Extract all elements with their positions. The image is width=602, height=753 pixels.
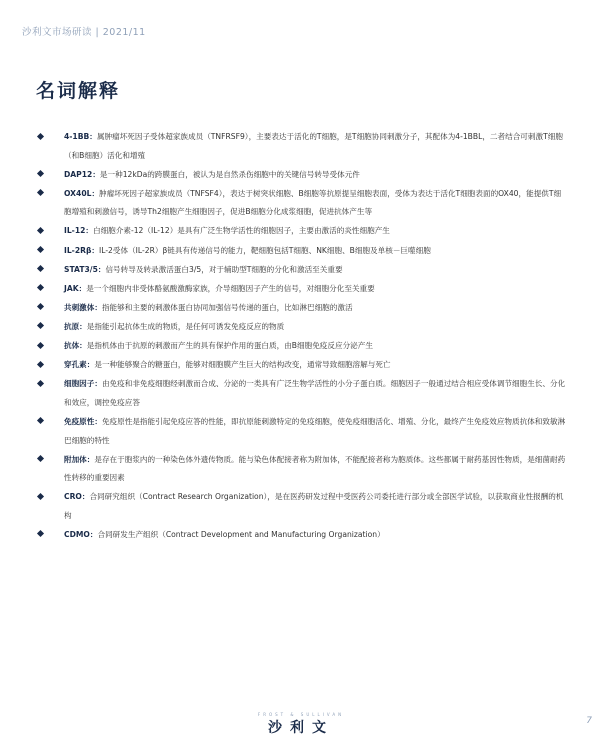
glossary-item-costimulator	[38, 299, 568, 318]
glossary-item-cdmo	[38, 526, 568, 545]
glossary-term: IL-12：	[64, 226, 93, 236]
glossary-item-perforin	[38, 356, 568, 375]
glossary-item-cro	[38, 488, 568, 525]
diamond-bullet-icon	[37, 455, 44, 462]
diamond-bullet-icon	[37, 380, 44, 387]
brand-logo	[0, 712, 602, 738]
glossary-item-cytokine	[38, 375, 568, 412]
page-number: 7	[586, 716, 592, 726]
diamond-bullet-icon	[37, 417, 44, 424]
diamond-bullet-icon	[37, 189, 44, 196]
diamond-bullet-icon	[37, 246, 44, 253]
glossary-term: 4-1BB：	[64, 132, 97, 141]
glossary-item-immunogenicity	[38, 413, 568, 450]
diamond-bullet-icon	[37, 265, 44, 272]
glossary-term: 抗体：	[64, 341, 87, 351]
glossary-term: 穿孔素：	[64, 360, 95, 370]
glossary-item-stat3-5	[38, 261, 568, 280]
glossary-term: 抗原：	[64, 321, 87, 331]
glossary-definition: IL-2受体（IL-2R）β链具有传递信号的能力，靶细胞包括T细胞、NK细胞、B细胞及单核－巨噬细胞	[98, 245, 431, 255]
glossary-term: OX40L：	[64, 188, 100, 198]
glossary-item-jak	[38, 280, 568, 299]
glossary-term: 附加体：	[64, 454, 95, 464]
glossary-item-il-2rb	[38, 242, 568, 261]
glossary-item-il-12	[38, 222, 568, 241]
brand-logo-chinese: 沙利文	[268, 720, 334, 736]
glossary-definition: 是一种12kDa的跨膜蛋白，被认为是自然杀伤细胞中的关键信号转导受体元件	[99, 169, 360, 179]
glossary-definition: 信号转导及转录激活蛋白3/5，对于辅助型T细胞的分化和激活至关重要	[105, 264, 343, 274]
report-header: 沙利文市场研读 | 2021/11	[22, 27, 146, 38]
glossary-item-ox40l	[38, 185, 568, 222]
glossary-item-4-1bb	[38, 128, 568, 165]
glossary-term: IL-2Rβ：	[64, 245, 99, 255]
diamond-bullet-icon	[37, 322, 44, 329]
glossary-term: JAK：	[64, 283, 87, 293]
glossary-term: 细胞因子：	[64, 379, 102, 389]
diamond-bullet-icon	[37, 493, 44, 500]
glossary-item-dap12	[38, 166, 568, 185]
page-title: 名词解释	[36, 80, 121, 102]
glossary-definition: 属肿瘤坏死因子受体超家族成员（TNFRSF9），主要表达于活化的T细胞，是T细胞协同刺激分子，其配体为4-1BBL，二者结合可刺激T细胞（和B细胞）活化和增殖	[64, 132, 563, 160]
glossary-item-episome	[38, 451, 568, 488]
glossary-definition: 免疫原性是指能引起免疫应答的性能，即抗原能刺激特定的免疫细胞，使免疫细胞活化、增殖、分化，最终产生免疫效应物质抗体和致敏淋巴细胞的特性	[64, 416, 566, 445]
diamond-bullet-icon	[37, 227, 44, 234]
glossary-term: 免疫原性：	[64, 416, 102, 426]
glossary-definition: 肿瘤坏死因子超家族成员（TNFSF4），表达于树突状细胞、B细胞等抗原提呈细胞表面，受体为表达于活化T细胞表面的OX40，能提供T细胞增殖和刺激信号，诱导Th2细胞产生细胞因子，促进B细胞分化成浆细胞，促进抗体产生等	[64, 188, 562, 217]
glossary-definition: 合同研发生产组织（Contract Development and Manufacturing Organization）	[97, 529, 385, 539]
glossary-item-antigen	[38, 318, 568, 337]
glossary-definition: 是一个细胞内非受体酪氨酸激酶家族，介导细胞因子产生的信号，对细胞分化至关重要	[86, 283, 375, 293]
glossary-term: CRO：	[64, 492, 90, 502]
diamond-bullet-icon	[37, 132, 44, 139]
glossary-definition: 合同研究组织（Contract Research Organization），是在医药研发过程中受医药公司委托进行部分或全部医学试验，以获取商业性报酬的机构	[64, 492, 564, 520]
glossary-definition: 是一种能够聚合的糖蛋白，能够对细胞膜产生巨大的结构改变，通常导致细胞溶解与死亡	[94, 360, 391, 370]
glossary-definition: 是指机体由于抗原的刺激而产生的具有保护作用的蛋白质，由B细胞免疫反应分泌产生	[86, 341, 373, 351]
glossary-term: DAP12：	[64, 169, 100, 179]
glossary-term: CDMO：	[64, 529, 98, 539]
diamond-bullet-icon	[37, 361, 44, 368]
glossary-definition: 是存在于胞浆内的一种染色体外遗传物质。能与染色体配接者称为附加体，不能配接者称为胞质体。这些都属于耐药基因性物质，是细菌耐药性转移的重要因素	[64, 454, 566, 483]
diamond-bullet-icon	[37, 530, 44, 537]
diamond-bullet-icon	[37, 303, 44, 310]
glossary-definition: 白细胞介素-12（IL-12）是具有广泛生物学活性的细胞因子，主要由激活的炎性细胞产生	[92, 226, 390, 236]
glossary-term: STAT3/5：	[64, 264, 106, 274]
glossary-term: 共刺激体：	[64, 302, 102, 312]
brand-logo-english: FROST & SULLIVAN	[257, 712, 345, 717]
diamond-bullet-icon	[37, 170, 44, 177]
glossary-definition: 由免疫和非免疫细胞经刺激而合成、分泌的一类具有广泛生物学活性的小分子蛋白质。细胞因子一般通过结合相应受体调节细胞生长、分化和效应，调控免疫应答	[64, 379, 566, 407]
glossary-list	[38, 128, 568, 545]
glossary-definition: 指能够和主要的刺激体蛋白协同加强信号传递的蛋白，比如淋巴细胞的激活	[101, 302, 353, 312]
glossary-definition: 是指能引起抗体生成的物质，是任何可诱发免疫反应的物质	[86, 321, 285, 331]
diamond-bullet-icon	[37, 284, 44, 291]
glossary-item-antibody	[38, 337, 568, 356]
diamond-bullet-icon	[37, 341, 44, 348]
